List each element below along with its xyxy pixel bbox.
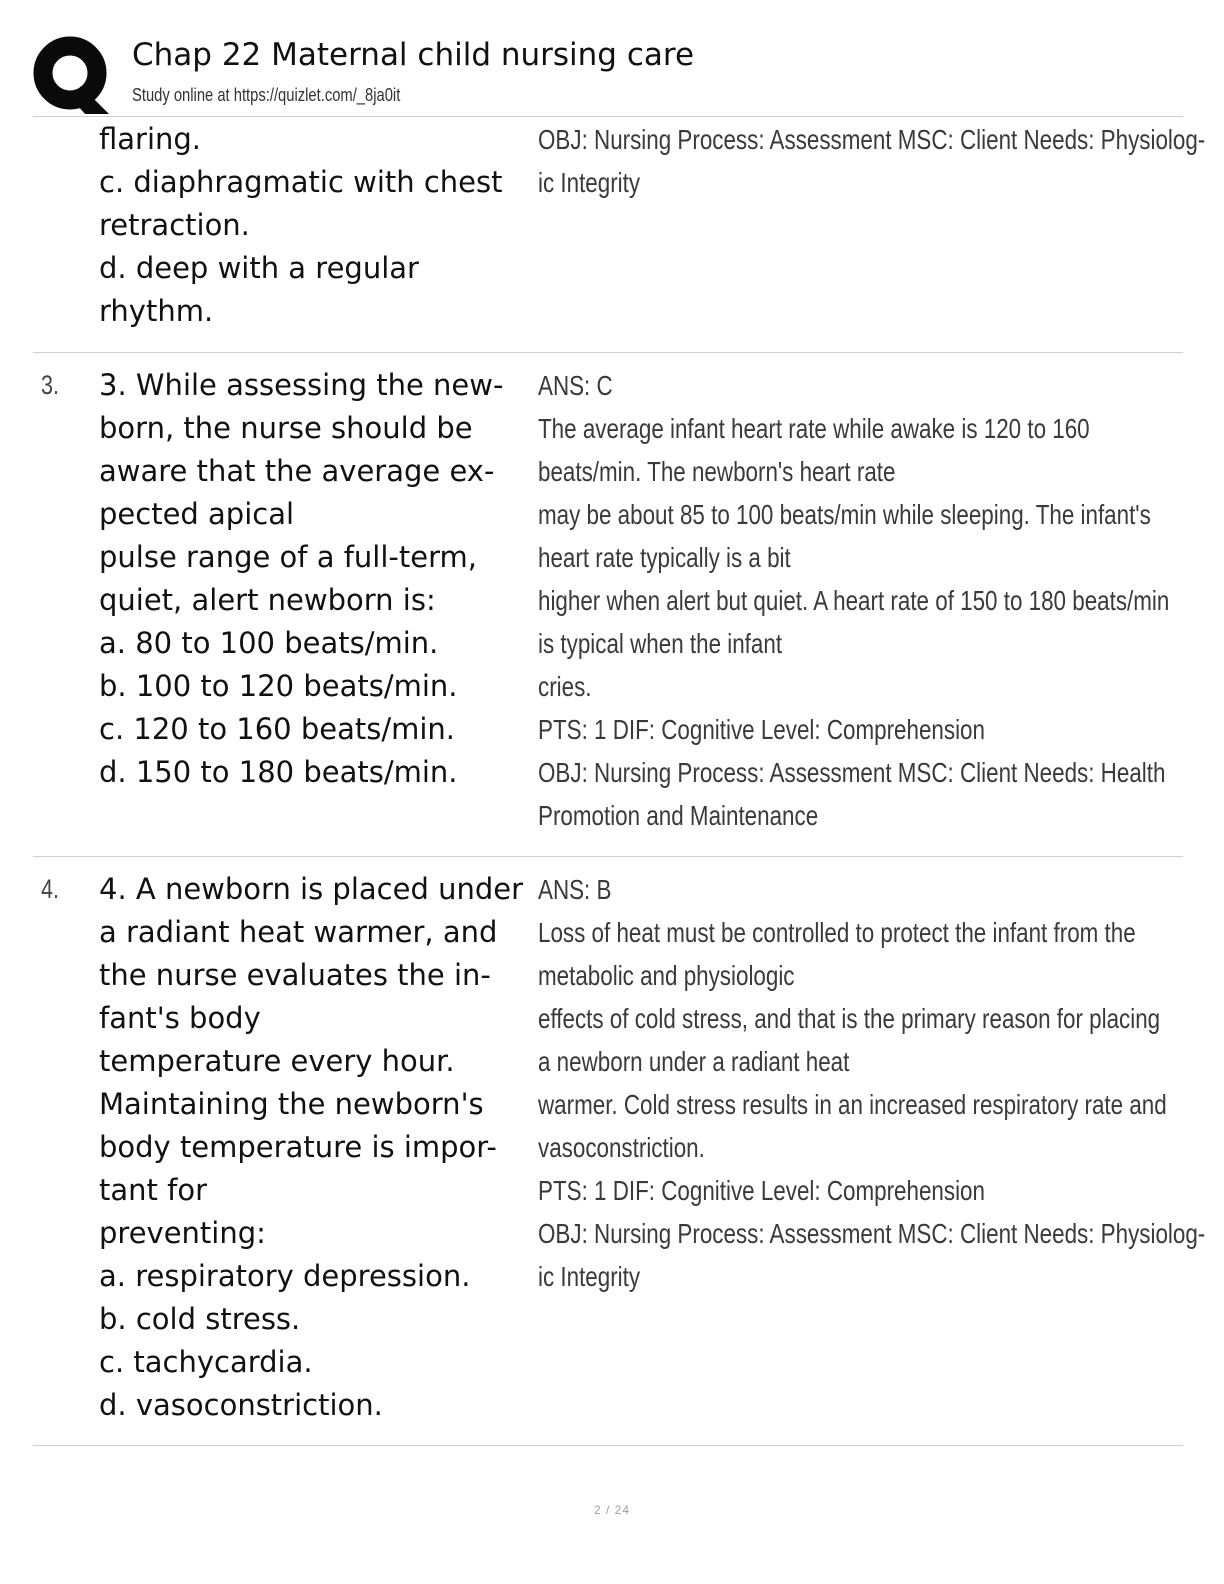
question-line: quiet, alert newborn is: bbox=[99, 583, 436, 617]
question-line: 4. A newborn is placed under bbox=[99, 872, 524, 906]
answer-option: c. tachycardia. bbox=[99, 1345, 313, 1379]
rationale-line: beats/min. The newborn's heart rate bbox=[538, 456, 896, 487]
rationale-line: OBJ: Nursing Process: Assessment MSC: Client Needs: Physiolog- bbox=[538, 1218, 1206, 1249]
question-line: preventing: bbox=[99, 1216, 266, 1250]
question-line: pected apical bbox=[99, 497, 295, 531]
rationale-line: OBJ: Nursing Process: Assessment MSC: Client Needs: Health bbox=[538, 757, 1166, 788]
question-line: 3. While assessing the new- bbox=[99, 368, 504, 402]
question-line: temperature every hour. bbox=[99, 1044, 455, 1078]
question-line: a radiant heat warmer, and bbox=[99, 915, 498, 949]
answer-option: a. 80 to 100 beats/min. bbox=[99, 626, 439, 660]
answer-option: b. cold stress. bbox=[99, 1302, 301, 1336]
question-line: the nurse evaluates the in- bbox=[99, 958, 491, 992]
rationale-line: OBJ: Nursing Process: Assessment MSC: Client Needs: Physiolog- bbox=[538, 124, 1206, 155]
quizlet-logo-icon bbox=[33, 36, 111, 114]
rationale-line: effects of cold stress, and that is the primary reason for placing bbox=[538, 1003, 1161, 1034]
question-line: Maintaining the newborn's bbox=[99, 1087, 484, 1121]
rationale-line: cries. bbox=[538, 671, 592, 702]
rationale-line: may be about 85 to 100 beats/min while sleeping. The infant's bbox=[538, 499, 1151, 530]
question-line: flaring. bbox=[99, 122, 202, 156]
rationale-line: The average infant heart rate while awake is 120 to 160 bbox=[538, 413, 1090, 444]
question-line: aware that the average ex- bbox=[99, 454, 495, 488]
question-line: born, the nurse should be bbox=[99, 411, 473, 445]
rationale-line: metabolic and physiologic bbox=[538, 960, 795, 991]
rationale-line: vasoconstriction. bbox=[538, 1132, 705, 1163]
divider bbox=[33, 352, 1183, 353]
page-title: Chap 22 Maternal child nursing care bbox=[132, 37, 695, 73]
question-line: body temperature is impor- bbox=[99, 1130, 497, 1164]
rationale-line: ic Integrity bbox=[538, 1261, 641, 1292]
rationale-line: Loss of heat must be controlled to protect the infant from the bbox=[538, 917, 1136, 948]
rationale-line: Promotion and Maintenance bbox=[538, 800, 819, 831]
rationale-line: a newborn under a radiant heat bbox=[538, 1046, 850, 1077]
rationale-line: higher when alert but quiet. A heart rate of 150 to 180 beats/min bbox=[538, 585, 1170, 616]
answer-option: d. vasoconstriction. bbox=[99, 1388, 383, 1422]
rationale-line: PTS: 1 DIF: Cognitive Level: Comprehension bbox=[538, 1175, 985, 1206]
study-online-link[interactable]: Study online at https://quizlet.com/_8ja0it bbox=[132, 85, 401, 105]
question-number: 3. bbox=[41, 370, 60, 400]
answer-option: b. 100 to 120 beats/min. bbox=[99, 669, 458, 703]
page-header bbox=[33, 30, 1183, 116]
answer-option: c. diaphragmatic with chest bbox=[99, 165, 503, 199]
page-number: 2 / 24 bbox=[593, 1503, 631, 1517]
divider bbox=[33, 116, 1183, 117]
answer-option: c. 120 to 160 beats/min. bbox=[99, 712, 456, 746]
question-line: fant's body bbox=[99, 1001, 261, 1035]
rationale-line: PTS: 1 DIF: Cognitive Level: Comprehension bbox=[538, 714, 985, 745]
answer-key: ANS: B bbox=[538, 874, 612, 905]
rationale-line: heart rate typically is a bit bbox=[538, 542, 791, 573]
question-line: pulse range of a full-term, bbox=[99, 540, 477, 574]
divider bbox=[33, 1445, 1183, 1446]
answer-option: d. deep with a regular bbox=[99, 251, 419, 285]
question-line: rhythm. bbox=[99, 294, 214, 328]
divider bbox=[33, 856, 1183, 857]
question-line: tant for bbox=[99, 1173, 207, 1207]
rationale-line: is typical when the infant bbox=[538, 628, 783, 659]
rationale-line: ic Integrity bbox=[538, 167, 641, 198]
question-number: 4. bbox=[41, 874, 60, 904]
answer-option: a. respiratory depression. bbox=[99, 1259, 471, 1293]
answer-option: d. 150 to 180 beats/min. bbox=[99, 755, 458, 789]
rationale-line: warmer. Cold stress results in an increased respiratory rate and bbox=[538, 1089, 1167, 1120]
question-line: retraction. bbox=[99, 208, 250, 242]
answer-key: ANS: C bbox=[538, 370, 613, 401]
